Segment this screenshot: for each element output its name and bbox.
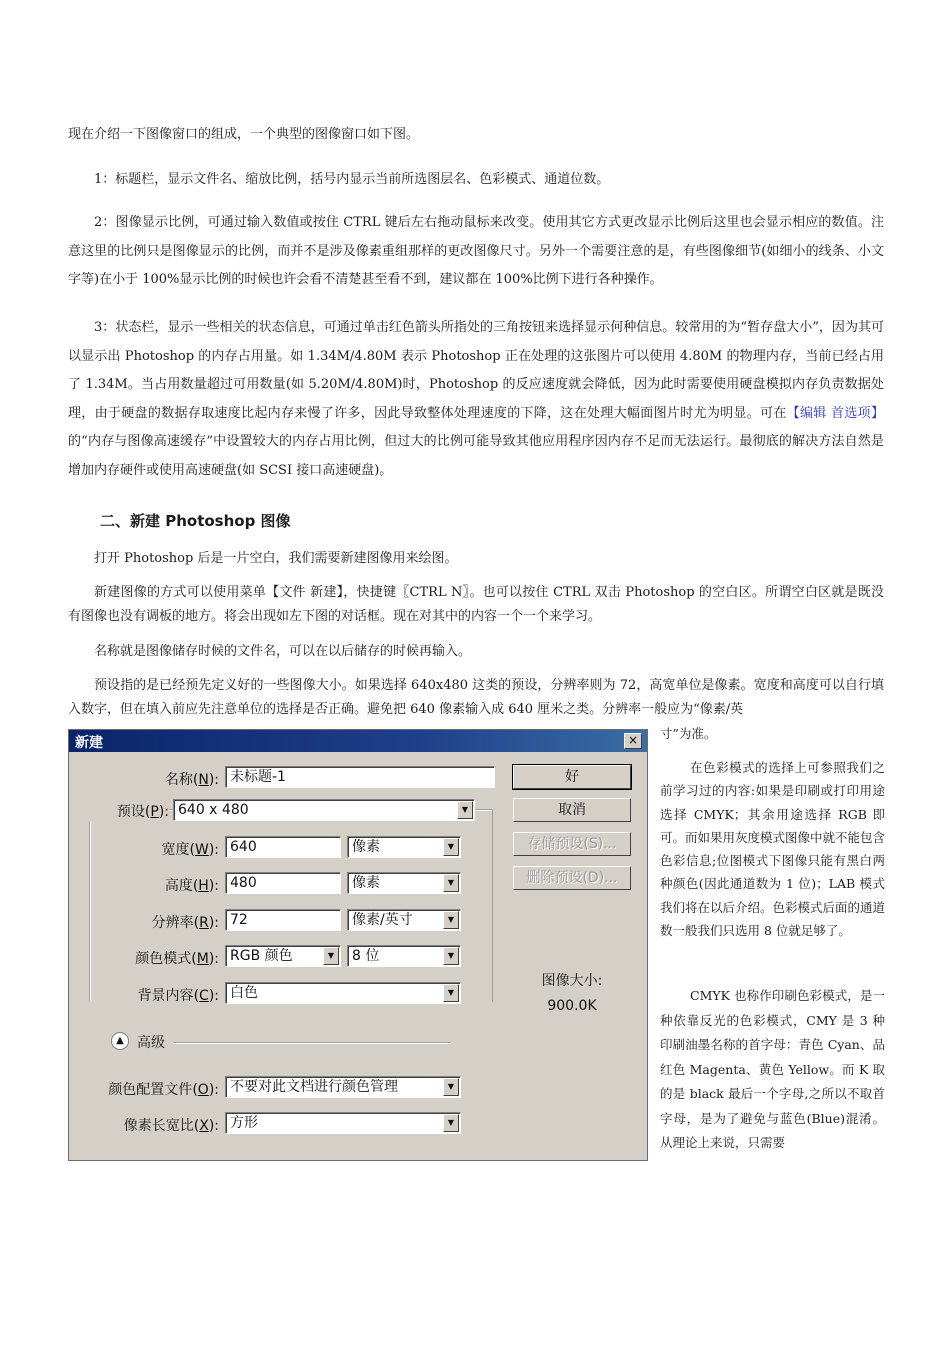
new-image-dialog (68, 729, 648, 1161)
width-shortcut: W (194, 842, 209, 858)
dialog-titlebar (69, 730, 647, 752)
background-label-text: 背景内容 (137, 988, 194, 1004)
preset-select[interactable] (173, 799, 475, 821)
color-mode-label-text: 颜色模式 (135, 951, 192, 967)
pixel-aspect-select[interactable] (225, 1112, 461, 1134)
bit-depth-value: 8 位 (352, 948, 380, 964)
height-label-text: 高度 (164, 878, 193, 894)
color-mode-select[interactable] (225, 945, 341, 967)
name-shortcut: N (198, 772, 209, 788)
side-text-cmyk: CMYK 也称作印刷色彩模式，是一种依靠反光的色彩模式，CMY 是 3 种印刷油墨名称的首字母：青色 Cyan、品红色 Magenta、黄色 Yellow。而 K 取的是 black 最后一个字母,之所以不取首字母，是为了避免与蓝色(Blue)混淆。从理论上来说，只需要 (660, 988, 885, 1150)
section-heading: 二、新建 Photoshop 图像 (100, 512, 291, 530)
color-profile-value: 不要对此文档进行颜色管理 (230, 1079, 398, 1095)
chevron-up-icon[interactable]: ▲ (111, 1032, 129, 1050)
color-profile-shortcut: O (197, 1082, 209, 1098)
resolution-label-text: 分辨率 (151, 915, 194, 931)
paragraph-open-ps: 打开 Photoshop 后是一片空白，我们需要新建图像用来绘图。 (94, 551, 458, 566)
chevron-down-icon[interactable]: ▼ (443, 874, 459, 892)
preset-shortcut: P (150, 804, 159, 820)
resolution-unit-value: 像素/英寸 (352, 912, 413, 928)
bit-depth-select[interactable] (347, 945, 461, 967)
chevron-down-icon[interactable]: ▼ (443, 1078, 459, 1096)
preset-label-text: 预设 (116, 804, 145, 820)
background-label: 背景内容(C): (137, 988, 219, 1004)
pixel-aspect-label: 像素长宽比(X): (123, 1118, 219, 1134)
color-profile-label-text: 颜色配置文件 (108, 1082, 193, 1098)
advanced-divider (173, 1042, 451, 1044)
height-shortcut: H (198, 878, 209, 894)
color-mode-shortcut: M (196, 951, 209, 967)
delete-preset-button[interactable]: 删除预设(D)... (513, 866, 631, 890)
chevron-down-icon[interactable]: ▼ (443, 947, 459, 965)
width-label-text: 宽度 (161, 842, 190, 858)
paragraph-zoom: 2：图像显示比例，可通过输入数值或按住 CTRL 键后左右拖动鼠标来改变。使用其它方式更改显示比例后这里也会显示相应的数值。注意这里的比例只是图像显示的比例，而并不是涉及像素重组那样的更改图像尺寸。另外一个需要注意的是，有些图像细节(如细小的线条、小文字等)在小于 100%显示比例的时候也许会看不清楚甚至看不到，建议都在 100%比例下进行各种操作。 (68, 215, 884, 287)
paragraph-new-image: 新建图像的方式可以使用菜单【文件 新建】，快捷键〖CTRL N〗。也可以按住 CTRL 双击 Photoshop 的空白区。所谓空白区就是既没有图像也没有调板的地方。将会出现如左下图的对话框。现在对其中的内容一个一个来学习。 (68, 585, 884, 624)
image-size-value: 900.0K (547, 998, 597, 1014)
image-size-label: 图像大小: (541, 973, 603, 989)
width-unit-value: 像素 (352, 839, 380, 855)
cancel-button[interactable]: 取消 (513, 798, 631, 822)
name-input[interactable]: 未标题-1 (225, 766, 495, 788)
chevron-down-icon[interactable]: ▼ (323, 947, 339, 965)
height-input[interactable]: 480 (225, 872, 341, 894)
close-icon[interactable]: × (624, 733, 642, 749)
color-mode-value: RGB 颜色 (230, 948, 293, 964)
statusbar-text-1: 3：状态栏，显示一些相关的状态信息，可通过单击红色箭头所指处的三角按钮来选择显示何种信息。较常用的为“暂存盘大小”，因为其可以显示出 Photoshop 的内存占用量。如 1.34M/4.80M 表示 Photoshop 正在处理的这张图片可以使用 4.80M 的物理内存，当前已经占用了 1.34M。当占用数量超过可用数量(如 5.20M/4.80M)时，Photoshop 的反应速度就会降低，因为此时需要使用硬盘模拟内存负责数据处理，由于硬盘的数据存取速度比起内存来慢了许多，因此导致整体处理速度的下降，这在处理大幅面图片时尤为明显。可在 (68, 320, 884, 421)
resolution-unit-select[interactable] (347, 909, 461, 931)
chevron-down-icon[interactable]: ▼ (457, 801, 473, 819)
color-profile-select[interactable] (225, 1076, 461, 1098)
chevron-down-icon[interactable]: ▼ (443, 911, 459, 929)
resolution-input[interactable]: 72 (225, 909, 341, 931)
ok-button[interactable]: 好 (513, 765, 631, 789)
preset-value: 640 x 480 (178, 802, 249, 818)
paragraph-intro: 现在介绍一下图像窗口的组成，一个典型的图像窗口如下图。 (68, 127, 420, 142)
width-label: 宽度(W): (161, 842, 219, 858)
side-text-unit: 寸”为准。 (660, 726, 717, 741)
resolution-shortcut: R (199, 915, 209, 931)
height-unit-value: 像素 (352, 875, 380, 891)
pixel-aspect-label-text: 像素长宽比 (123, 1118, 194, 1134)
menu-path-preferences: 【编辑 首选项】 (786, 405, 884, 421)
chevron-down-icon[interactable]: ▼ (443, 838, 459, 856)
width-unit-select[interactable] (347, 836, 461, 858)
paragraph-titlebar: 1：标题栏，显示文件名、缩放比例，括号内显示当前所选图层名、色彩模式、通道位数。 (94, 172, 610, 187)
name-label: 名称(N): (164, 772, 219, 788)
resolution-label: 分辨率(R): (151, 915, 219, 931)
background-shortcut: C (199, 988, 209, 1004)
statusbar-text-2: 的“内存与图像高速缓存”中设置较大的内存占用比例，但过大的比例可能导致其他应用程序因内存不足而无法运行。最彻底的解决方法自然是增加内存硬件或使用高速硬盘(如 SCSI 接口高速硬盘)。 (68, 434, 884, 478)
chevron-down-icon[interactable]: ▼ (443, 984, 459, 1002)
paragraph-name: 名称就是图像储存时候的文件名，可以在以后储存的时候再输入。 (94, 644, 472, 659)
dialog-title: 新建 (75, 735, 103, 751)
pixel-aspect-value: 方形 (230, 1115, 258, 1131)
chevron-down-icon[interactable]: ▼ (443, 1114, 459, 1132)
width-input[interactable]: 640 (225, 836, 341, 858)
background-select[interactable] (225, 982, 461, 1004)
name-label-text: 名称 (164, 772, 193, 788)
color-mode-label: 颜色模式(M): (135, 951, 219, 967)
advanced-toggle-label[interactable]: 高级 (137, 1035, 165, 1051)
side-text-color-mode: 在色彩模式的选择上可参照我们之前学习过的内容:如果是印刷或打印用途选择 CMYK；其余用途选择 RGB 即可。而如果用灰度模式图像中就不能包含色彩信息;位图模式下图像只能有黑白两种颜色(因此通道数为 1 位)；LAB 模式我们将在以后介绍。色彩模式后面的通道数一般我们只选用 8 位就足够了。 (660, 760, 886, 939)
color-profile-label: 颜色配置文件(O): (108, 1082, 219, 1098)
height-unit-select[interactable] (347, 872, 461, 894)
save-preset-button[interactable]: 存储预设(S)... (513, 832, 631, 856)
height-label: 高度(H): (164, 878, 219, 894)
paragraph-statusbar (68, 314, 884, 485)
pixel-aspect-shortcut: X (199, 1118, 209, 1134)
background-value: 白色 (230, 985, 258, 1001)
paragraph-preset: 预设指的是已经预先定义好的一些图像大小。如果选择 640x480 这类的预设，分辨率则为 72，高宽单位是像素。宽度和高度可以自行填入数字，但在填入前应先注意单位的选择是否正确。避免把 640 像素输入成 640 厘米之类。分辨率一般应为“像素/英 (68, 678, 884, 717)
preset-label: 预设(P): (69, 801, 169, 821)
